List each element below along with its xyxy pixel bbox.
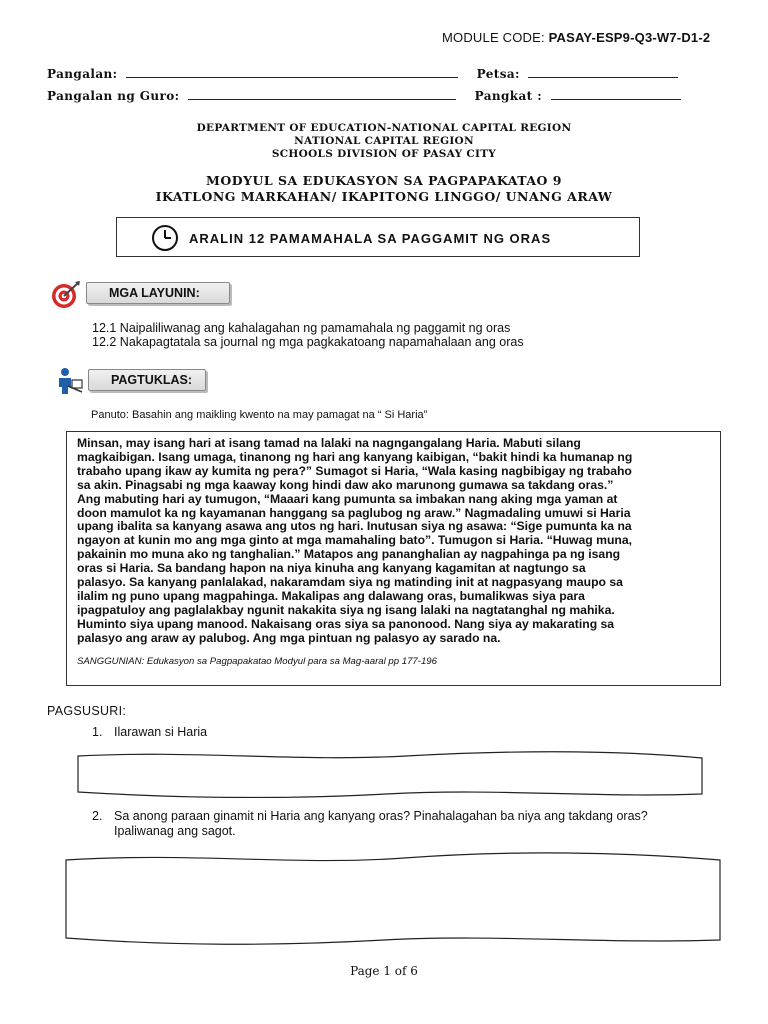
story-line: upang ibalita sa kanyang asawa ang utos ng hari. Inutusan siya ng asawa: “Sige pumunta ka na — [77, 519, 632, 534]
discovery-heading: PAGTUKLAS: — [88, 369, 206, 391]
header-line-2: NATIONAL CAPITAL REGION — [294, 135, 474, 147]
student-reading-icon — [56, 366, 84, 396]
instruction-text: Panuto: Basahin ang maikling kwento na may pamagat na “ Si Haria” — [91, 409, 428, 421]
date-field[interactable] — [528, 66, 678, 78]
story-line: sa akin. Pinagsabi ng mga kaaway kong hindi daw ako marunong gumawa sa takdang oras.” — [77, 477, 614, 492]
teacher-field[interactable] — [188, 88, 456, 100]
question-number: 1. — [92, 725, 103, 739]
question-text: Ilarawan si Haria — [114, 725, 208, 739]
question-text: Sa anong paraan ginamit ni Haria ang kanyang oras? Pinahalagahan ba niya ang takdang oras? — [114, 809, 648, 823]
story-line: pakainin mo muna ako ng tanghalian.” Matapos ang pananghalian ay nagpahinga pa ng isang — [77, 547, 621, 562]
objective-item: 12.2 Nakapagtatala sa journal ng mga pagkakatoang napamahalaan ang oras — [92, 335, 524, 349]
module-title — [0, 173, 768, 205]
header-line-3: SCHOOLS DIVISION OF PASAY CITY — [271, 148, 497, 160]
name-label: Pangalan: — [47, 67, 118, 81]
target-icon — [50, 280, 82, 310]
story-line: ngayon at kunin mo ang mga ginto at mga mamahaling bato”. Tumugon si Haria. “Huwag muna, — [77, 533, 633, 548]
question-1 — [92, 725, 207, 740]
module-code — [442, 30, 710, 45]
story-line: palasyo. Sa kanyang panlalakad, nakaramdam siya ng matinding init at nagpasyang maupo sa — [77, 575, 623, 590]
name-row — [47, 66, 678, 81]
story-line: trabaho upang ikaw ay kumita ng pera?” Sumagot si Haria, “Wala kasing nagbibigay ng trabaho — [77, 463, 632, 478]
story-line: ilalim ng puno upang magpahinga. Makalipas ang dalawang oras, bumalikwas siya para — [77, 588, 585, 603]
story-source: SANGGUNIAN: Edukasyon sa Pagpapakatao Modyul para sa Mag-aaral pp 177-196 — [77, 655, 437, 667]
story-line: Ang mabuting hari ay tumugon, “Maaari kang pumunta sa imbakan nang aking mga yaman at — [77, 491, 618, 506]
date-label: Petsa: — [476, 67, 520, 81]
module-code-value: PASAY-ESP9-Q3-W7-D1-2 — [548, 30, 711, 45]
story-line: magkaibigan. Isang umaga, tinanong ng hari ang kanyang kaibigan, “bakit hindi ka humanap ng — [77, 449, 633, 464]
answer-box-2[interactable] — [64, 850, 724, 946]
teacher-label: Pangalan ng Guro: — [47, 89, 180, 103]
story-line: doon mamulot ka ng kayamanan hanggang sa paglubog ng araw.” Nagmadaling umuwi si Haria — [77, 505, 631, 520]
objectives-list — [92, 321, 524, 349]
department-header — [0, 122, 768, 161]
section-field[interactable] — [551, 88, 681, 100]
objectives-heading: MGA LAYUNIN: — [86, 282, 230, 304]
page-number: Page 1 of 6 — [350, 964, 418, 978]
story-line: oras si Haria. Sa bandang hapon na niya kinuha ang kanyang kagamitan at nagtungo sa — [77, 561, 586, 576]
story-line: Minsan, may isang hari at isang tamad na lalaki na nagngangalang Haria. Mabuti silang — [77, 436, 581, 450]
question-2 — [92, 809, 648, 839]
module-code-label: MODULE CODE: — [442, 30, 545, 45]
story-line: palasyo ang araw ay palubog. Ang mga pintuan ng palasyo ay sarado na. — [77, 630, 501, 645]
question-number: 2. — [92, 809, 103, 823]
question-text-cont: Ipaliwanag ang sagot. — [114, 824, 236, 838]
answer-box-1[interactable] — [76, 750, 706, 798]
title-line-1: MODYUL SA EDUKASYON SA PAGPAPAKATAO 9 — [206, 173, 562, 188]
title-line-2: IKATLONG MARKAHAN/ IKAPITONG LINGGO/ UNANG ARAW — [155, 189, 613, 204]
story-box — [66, 431, 721, 686]
clock-icon — [151, 224, 179, 252]
section-label: Pangkat : — [474, 89, 543, 103]
lesson-box — [116, 217, 640, 257]
objective-item: 12.1 Naipaliliwanag ang kahalagahan ng pamamahala ng paggamit ng oras — [92, 321, 511, 335]
story-text — [77, 437, 710, 646]
story-line: ipagpatuloy ang paglalakbay ngunit nakakita siya ng isang lalaki na nagtatanghal ng mahika. — [77, 602, 615, 617]
header-line-1: DEPARTMENT OF EDUCATION-NATIONAL CAPITAL REGION — [196, 122, 572, 134]
teacher-row — [47, 88, 681, 103]
name-field[interactable] — [126, 66, 458, 78]
lesson-title: ARALIN 12 PAMAMAHALA SA PAGGAMIT NG ORAS — [189, 231, 552, 246]
story-line: Huminto siya upang manood. Nakaisang oras siya sa panonood. Nang siya ay makarating sa — [77, 616, 615, 631]
analysis-heading: PAGSUSURI: — [47, 704, 127, 718]
